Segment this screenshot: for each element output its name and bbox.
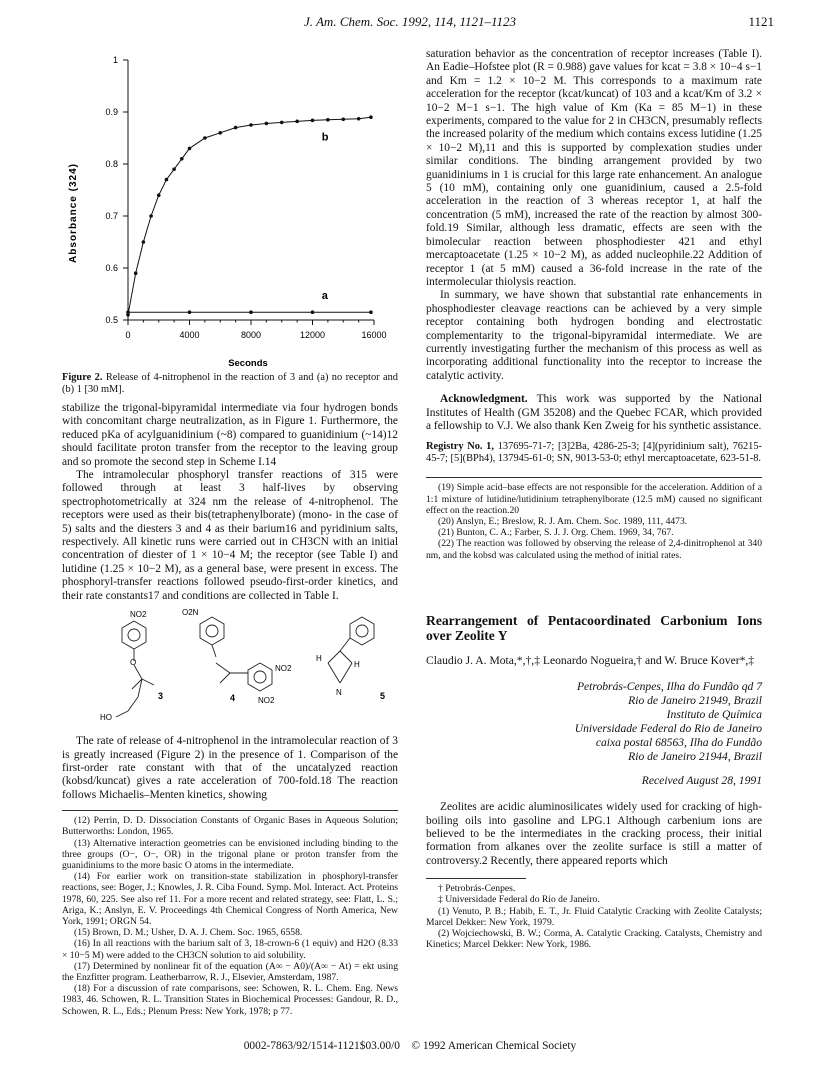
- affiliation-line: Rio de Janeiro 21949, Brazil: [628, 693, 762, 707]
- data-point: [369, 310, 373, 314]
- page-number: 1121: [748, 14, 774, 29]
- acknowledgment-text: This work was supported by the National Institutes of Health (GM 35208) and the Quebec FCAR, which provided a fellowship to V.J. We also thank Ken Zweig for his synthetic assistance.: [426, 393, 762, 432]
- affiliation-line: Universidade Federal do Rio de Janeiro: [574, 721, 762, 735]
- footnote: (13) Alternative interaction geometries can be envisioned including binding to the three groups (O−, O−, OR) in the trigonal plane or proton transfer from the guanidiniums to the more basic O atoms in the intermediate.: [62, 837, 398, 871]
- structures-drawing: [62, 607, 398, 735]
- left-footnotes: [62, 810, 398, 1017]
- acknowledgment-label: Acknowledgment.: [440, 393, 528, 406]
- series-line-b: [128, 117, 371, 315]
- footnote: † Petrobrás-Cenpes.: [438, 883, 516, 895]
- registry-text: 137695-71-7; [3]2Ba, 4286-25-3; [4](pyridinium salt), 76215-45-7; [5](BPh4), 137945-61-0; SN, 9013-53-0; ethyl mercaptoacetate, 623-51-8.: [426, 441, 763, 465]
- footnote: (12) Perrin, D. D. Dissociation Constants of Organic Bases in Aqueous Solution; Butterworths: London, 1965.: [62, 815, 398, 838]
- data-point: [295, 120, 299, 124]
- data-point: [234, 126, 238, 130]
- left-paragraph-1: stabilize the trigonal-bipyramidal intermediate via four hydrogen bonds with concomitant charge neutralization, as in Figure 1. Furthermore, the reduced pKa of acylguanidinium (~8) compared to guanidinium (~14)12 should facilitate proton transfer from the receptor to the leaving group and so promote the second step in Scheme I.14: [62, 402, 398, 468]
- caption-label: Figure 2.: [62, 372, 103, 383]
- data-point: [188, 310, 192, 314]
- data-point: [165, 178, 169, 182]
- structure-4-nitro-2: NO2: [258, 696, 275, 706]
- x-tick-label: 4000: [179, 330, 200, 340]
- data-point: [249, 310, 253, 314]
- data-point: [311, 310, 315, 314]
- footer-code: 0002-7863/92/1514-1121$03.00/0: [243, 1040, 400, 1052]
- left-paragraph-3: The rate of release of 4-nitrophenol in the intramolecular reaction of 3 is greatly increased (Figure 2) in the presence of 1. Comparison of the first-order rate constant with that of the uncatalyzed reaction (kobsd/kuncat) gives a rate acceleration of 700-fold.18 The reaction follows Michaelis–Menten kinetics, showing: [62, 735, 398, 801]
- figure-caption: [62, 372, 398, 396]
- x-tick-label: 12000: [299, 330, 326, 340]
- y-tick-label: 0.8: [105, 159, 118, 169]
- affiliation-line: Rio de Janeiro 21944, Brazil: [628, 749, 762, 763]
- data-point: [157, 193, 161, 197]
- acknowledgment: [426, 393, 762, 433]
- right-column: [426, 48, 762, 950]
- y-tick-label: 0.6: [105, 263, 118, 273]
- footnote: (14) For earlier work on transition-state stabilization in phosphoryl-transfer reactions, see: Boger, J.; Knowles, J. R. Ciba Found. Symp. Mol. Interact. Act. Proteins 1978, 60, 225. See also ref 11. For a more recent and related strategy, see: Flatt, L. S.; Ariga, K.; Anslyn, E. V. Proceedings 4th Chemical Congress of North America, New York, 1991; ORGN 54.: [62, 871, 398, 927]
- footnote: (2) Wojciechowski, B. W.; Corma, A. Catalytic Cracking. Catalysts, Chemistry and Kinetics; Marcel Dekker: New York, 1986.: [426, 928, 762, 951]
- structure-label-4: 4: [230, 693, 236, 704]
- x-axis-label: Seconds: [228, 358, 268, 369]
- series-label: a: [321, 290, 328, 303]
- registry-numbers: [426, 441, 762, 465]
- data-point: [126, 310, 130, 314]
- received-date: Received August 28, 1991: [641, 773, 762, 787]
- footnote: (18) For a discussion of rate comparisons, see: Schowen, R. L. Chem. Eng. News 1983, 46. Schowen, R. L. Transition States in Biochemical Processes: Gandour, R. D., Schowen, R. L., Eds.; Plenum Press: New York, 1978; p 77.: [62, 983, 398, 1017]
- data-point: [369, 115, 373, 119]
- structure-5-h2: H: [354, 660, 360, 670]
- data-point: [357, 117, 361, 121]
- footnote: (15) Brown, D. M.; Usher, D. A. J. Chem. Soc. 1965, 6558.: [74, 927, 303, 939]
- footnote: ‡ Universidade Federal do Rio de Janeiro.: [438, 894, 600, 906]
- x-tick-label: 16000: [361, 330, 387, 340]
- data-point: [265, 122, 269, 126]
- data-point: [218, 131, 222, 135]
- footnote: (1) Venuto, P. B.; Habib, E. T., Jr. Fluid Catalytic Cracking with Zeolite Catalysts; Marcel Dekker: New York, 1979.: [426, 905, 762, 928]
- footnote-rule: [426, 878, 526, 879]
- footnote: (17) Determined by nonlinear fit of the equation (A∞ − A0)/(A∞ − At) = ekt using the Enzfitter program. Leatherbarrow, R. J., Elsevier, Amsterdam, 1987.: [62, 960, 398, 983]
- structure-3: [116, 621, 154, 717]
- footnote: (19) Simple acid–base effects are not responsible for the acceleration. Addition of a 1:1 mixture of lutidine/lutidinium tetraphenylborate (12.5 mM) caused no significant effect on the reaction.20: [426, 482, 762, 516]
- structure-5-n: N: [336, 688, 342, 698]
- absorbance-chart: [62, 48, 398, 370]
- footnote: (16) In all reactions with the barium salt of 3, 18-crown-6 (1 equiv) and H2O (8.33 × 10−5 M) were added to the CH3CN solution to aid solubility.: [62, 938, 398, 961]
- right-footnotes: [426, 477, 762, 560]
- y-tick-label: 0.7: [105, 211, 118, 221]
- right-footnotes-2: [426, 883, 762, 950]
- y-tick-label: 0.9: [105, 107, 118, 117]
- right-paragraph-1: saturation behavior as the concentration of receptor increases (Table I). An Eadie–Hofstee plot (R = 0.988) gave values for kcat = 3.8 × 10−4 s−1 and Km = 1.2 × 10−2 M. This corresponds to a maximum rate acceleration for the receptor (kcat/kuncat) of 103 and a kcat/Km of 3.2 × 10−2 M−1 s−1. The high value of Km (Ka = 85 M−1) in these experiments, compared to the value for 2 in CH3CN, presumably reflects the increased polarity of the medium which contains excess lutidine (1.25 × 10−2 M),11 and this is supported by complexation studies under similar conditions. The binding arrangement provided by two guanidiniums in 1 is crucial for this large rate enhancement. An analogue 5 (10 mM), containing only one guanidinium, caused a 2.5-fold acceleration in the reaction of 3 whereas receptor 1, at half the concentration (5 mM), increased the rate of the reaction by almost 300-fold.19 Similar, although less dramatic, effects are seen with the bimolecular reaction between phosphodiester 421 and ethyl mercaptoacetate (1.25 × 10−2 M), as added nucleophile.22 Addition of receptor 1 (at 5 mM) caused a 36-fold increase in the rate of the intermolecular thiolysis reaction.: [426, 48, 762, 288]
- structure-4-nitro: NO2: [275, 664, 292, 674]
- footnote: (21) Bunton, C. A.; Farber, S. J. J. Org. Chem. 1969, 34, 767.: [438, 527, 674, 539]
- structure-label-3: 3: [158, 691, 164, 702]
- data-point: [311, 119, 315, 123]
- series-label: b: [321, 131, 329, 144]
- affiliations: [426, 680, 762, 764]
- structure-5-h: H: [316, 654, 322, 664]
- data-point: [172, 167, 176, 171]
- data-point: [326, 118, 330, 122]
- structure-label-5: 5: [380, 691, 386, 702]
- x-tick-label: 0: [125, 330, 131, 340]
- article-title: Rearrangement of Pentacoordinated Carbonium Ions over Zeolite Y: [426, 612, 762, 644]
- data-point: [249, 123, 253, 127]
- data-point: [280, 121, 284, 125]
- right-paragraph-2: In summary, we have shown that substantial rate enhancements in phosphodiester cleavage reactions can be achieved by a very simple receptor containing both hydrogen bonding and electrostatic complementarity to the trigonal-bipyramidal intermediate. We are currently investigating further the mechanism of this process as well as incorporating additional functionality into the receptor to increase the catalytic activity.: [426, 289, 762, 382]
- chart-series: [126, 115, 373, 316]
- data-point: [149, 214, 153, 218]
- x-tick-label: 8000: [240, 330, 262, 340]
- data-point: [180, 157, 184, 161]
- right-paragraph-3: Zeolites are acidic aluminosilicates widely used for cracking of high-boiling oils into gasoline and LPG.1 Although carbenium ions are believed to be the intermediates in the cracking process, their initial formation from alkanes over the zeolite surface is still a matter of controversy.2 Recently, there appeared reports which: [426, 801, 762, 867]
- structure-5: [328, 617, 374, 683]
- data-point: [134, 271, 138, 275]
- y-tick-label: 0.5: [105, 315, 118, 325]
- structure-3-ho: HO: [100, 713, 112, 723]
- data-point: [142, 240, 146, 244]
- chart-ticks: [105, 55, 386, 340]
- affiliation-line: caixa postal 68563, Ilha do Fundão: [595, 735, 762, 749]
- structure-3-nitro: NO2: [130, 610, 147, 620]
- affiliation-line: Instituto de Química: [666, 707, 762, 721]
- data-point: [188, 147, 192, 151]
- chart-axes: [128, 60, 374, 320]
- page-footer: [0, 1040, 820, 1052]
- footer-copyright: © 1992 American Chemical Society: [411, 1040, 577, 1052]
- left-column: [62, 48, 398, 1017]
- figure-2: [62, 48, 398, 370]
- affiliation-line: Petrobrás-Cenpes, Ilha do Fundão qd 7: [576, 679, 762, 693]
- registry-label: Registry No. 1,: [426, 441, 494, 453]
- structure-3-o: O: [130, 658, 137, 668]
- structure-4: [200, 617, 272, 691]
- y-tick-label: 1: [112, 55, 118, 65]
- data-point: [203, 136, 207, 140]
- caption-text: Release of 4-nitrophenol in the reaction of 3 and (a) no receptor and (b) 1 [30 mM].: [62, 372, 398, 395]
- y-axis-label: Absorbance (324): [68, 163, 79, 263]
- left-paragraph-2: The intramolecular phosphoryl transfer reactions of 315 were followed through at least 3 half-lives by observing spectrophotometrically at 324 nm the release of 4-nitrophenol. The receptors were used as their bis(tetraphenylborate) (mono- in the case of 5) salts and the diesters 3 and 4 as their barium16 and pyridinium salts, respectively. All kinetic runs were carried out in CH3CN with an initial concentration of diester of 1 × 10−4 M; the receptor (see Table I) and lutidine (1.25 × 10−2 M), as a general base, were present in excess. The phosphoryl-transfer reactions followed pseudo-first-order kinetics, and their rate constants17 and conditions are collected in Table I.: [62, 469, 398, 602]
- running-header: [0, 14, 820, 34]
- data-point: [341, 117, 345, 121]
- footnote: (20) Anslyn, E.; Breslow, R. J. Am. Chem. Soc. 1989, 111, 4473.: [438, 515, 688, 527]
- article-authors: Claudio J. A. Mota,*,†,‡ Leonardo Nogueira,† and W. Bruce Kover*,‡: [426, 653, 755, 667]
- footnote: (22) The reaction was followed by observing the release of 2,4-dinitrophenol at 340 nm, and the kobsd was calculated using the method of initial rates.: [426, 538, 762, 561]
- chemical-structures: [62, 607, 398, 735]
- journal-citation: J. Am. Chem. Soc. 1992, 114, 1121–1123: [303, 14, 517, 29]
- structure-4-o2n: O2N: [182, 608, 199, 618]
